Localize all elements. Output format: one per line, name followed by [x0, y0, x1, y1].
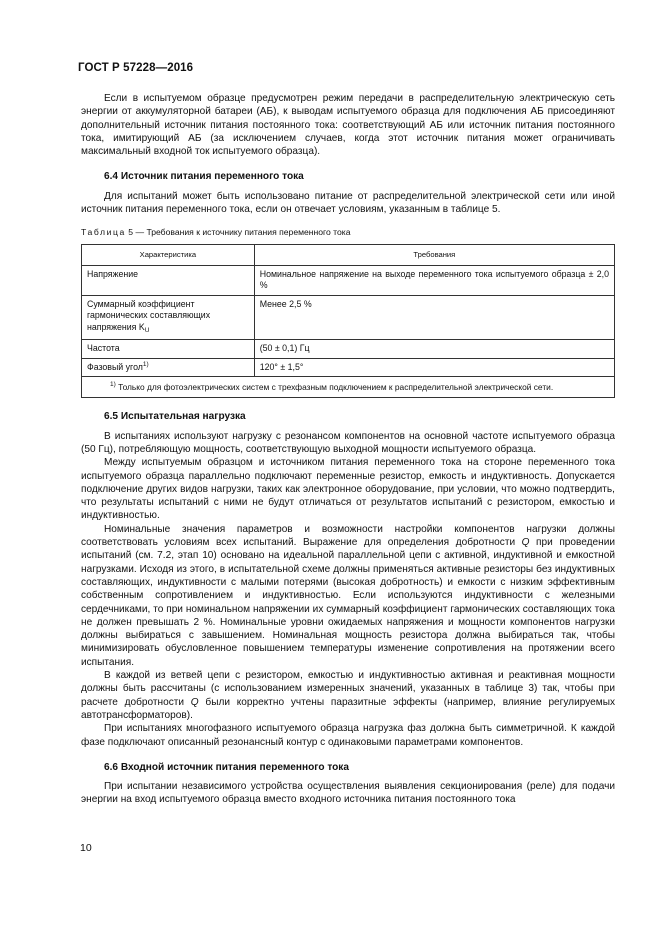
section-6-6-title: 6.6 Входной источник питания переменного тока	[104, 761, 349, 773]
quality-factor-symbol: Q	[521, 537, 530, 549]
table-row	[82, 358, 615, 377]
row-characteristic-text: Фазовый угол	[87, 361, 143, 372]
table-footnote-row	[82, 377, 615, 398]
table-row	[82, 340, 615, 359]
footnote-text: Только для фотоэлектрических систем с трехфазным подключением к распределительной электрической сети.	[118, 382, 554, 393]
row-characteristic	[82, 358, 255, 377]
table-header-row	[82, 245, 615, 266]
table-row	[82, 295, 615, 340]
row-characteristic: Напряжение	[82, 265, 255, 295]
header-characteristic: Характеристика	[82, 245, 255, 266]
page-content	[81, 92, 615, 807]
table-5-caption	[81, 226, 615, 238]
table-row	[82, 265, 615, 295]
row-characteristic: Частота	[82, 340, 255, 359]
row-requirement: Номинальное напряжение на выходе переменного тока испытуемого образца ± 2,0 %	[254, 265, 614, 295]
table-caption-text: 5 — Требования к источнику питания переменного тока	[125, 227, 351, 238]
paragraph-4-part-b: были корректно учтены паразитные эффекты (например, влияние регулируемых автотрансформаторов).	[81, 696, 615, 721]
paragraph-4-part-a: В каждой из ветвей цепи с резистором, емкостью и индуктивностью активная и реактивная мощности должны быть рассчитаны (с использованием измеренных значений, указанных в таблице 3) так, чтобы при расчете добротности	[81, 670, 615, 708]
section-6-5-paragraph-3	[81, 523, 615, 669]
intro-paragraph: Если в испытуемом образце предусмотрен режим передачи в распределительную электрическую сеть энергии от аккумуляторной батареи (АБ), к выводам испытуемого образца для подключения АБ присоединяют дополнительный источник питания постоянного тока: соответствующий АБ или источник питания постоянного тока, имитирующий АБ (за исключением случаев, когда этот источник питания может ограничивать максимальный входной ток испытуемого образца).	[81, 93, 615, 158]
section-6-5-paragraph-4	[81, 669, 615, 722]
paragraph-3-part-a: Номинальные значения параметров и возможности настройки компонентов нагрузки должны соответствовать условиям всех испытаний. Выражение для определения добротности	[81, 523, 615, 549]
row-requirement: (50 ± 0,1) Гц	[254, 340, 614, 359]
section-6-4-paragraph: Для испытаний может быть использовано питание от распределительной электрической сети или иной источник питания переменного тока, если он отвечает условиям, указанным в таблице 5.	[81, 190, 615, 216]
section-6-4-title: 6.4 Источник питания переменного тока	[104, 171, 304, 183]
footnote-reference: 1)	[142, 360, 149, 368]
row-characteristic	[82, 295, 255, 340]
page-number: 10	[80, 842, 92, 854]
row-requirement: Менее 2,5 %	[254, 295, 614, 340]
table-footnote	[82, 377, 615, 398]
section-6-5-paragraph-2: Между испытуемым образцом и источником питания переменного тока на стороне переменного тока испытуемого образца параллельно подключают переменные резистор, емкость и индуктивность. Допускается подключение других видов нагрузки, таких как электронное оборудование, при условии, что можно подтвердить, что результаты испытаний с ними не будут отличаться от результатов испытаний с резистором, емкостью и индуктивностью.	[81, 457, 615, 522]
section-6-6-paragraph: При испытании независимого устройства осуществления выявления секционирования (реле) для подачи энергии на вход испытуемого образца вместо входного источника питания постоянного тока	[81, 781, 615, 806]
requirements-table	[81, 244, 615, 398]
table-caption-label: Таблица	[81, 227, 126, 238]
section-6-5-title: 6.5 Испытательная нагрузка	[104, 411, 246, 423]
section-6-5-paragraph-5: При испытаниях многофазного испытуемого образца нагрузка фаз должна быть симметричной. К каждой фазе подключают описанный резонансный контур с одинаковыми параметрами компонентов.	[81, 723, 615, 748]
quality-factor-symbol: Q	[190, 696, 199, 708]
paragraph-3-part-b: при проведении испытаний (см. 7.2, этап 10) основано на идеальной параллельной цепи с активной, индуктивной и емкостной нагрузками. Исходя из этого, в испытательной схеме должны применяться активные резисторы без индуктивных составляющих, индуктивности с малыми потерями (высокая добротность) и емкости с низким эффективным собственным сопротивлением и индуктивностью. Если используются индуктивности с железными сердечниками, то при номинальном напряжении их суммарный коэффициент гармонических составляющих тока не должен превышать 2 %. Номинальные уровни ожидаемых напряжения и мощности компонентов нагрузки должны выбираться с завышением. Номинальная мощность резистора должна выбираться так, чтобы минимизировать обусловленное повышением температуры изменение сопротивления на протяжении всего испытания.	[81, 537, 616, 668]
document-code-header: ГОСТ Р 57228—2016	[78, 62, 194, 74]
header-requirements: Требования	[254, 245, 614, 266]
row-requirement: 120° ± 1,5°	[254, 358, 614, 377]
row-characteristic-text: Суммарный коэффициент гармонических составляющих напряжения K	[87, 298, 211, 332]
section-6-5-paragraph-1: В испытаниях используют нагрузку с резонансом компонентов на основной частоте испытуемого образца (50 Гц), потребляющую мощность, соответствующую выходной мощности испытуемого образца.	[81, 430, 615, 455]
footnote-mark: 1)	[110, 381, 116, 389]
row-characteristic-subscript: U	[144, 326, 150, 334]
